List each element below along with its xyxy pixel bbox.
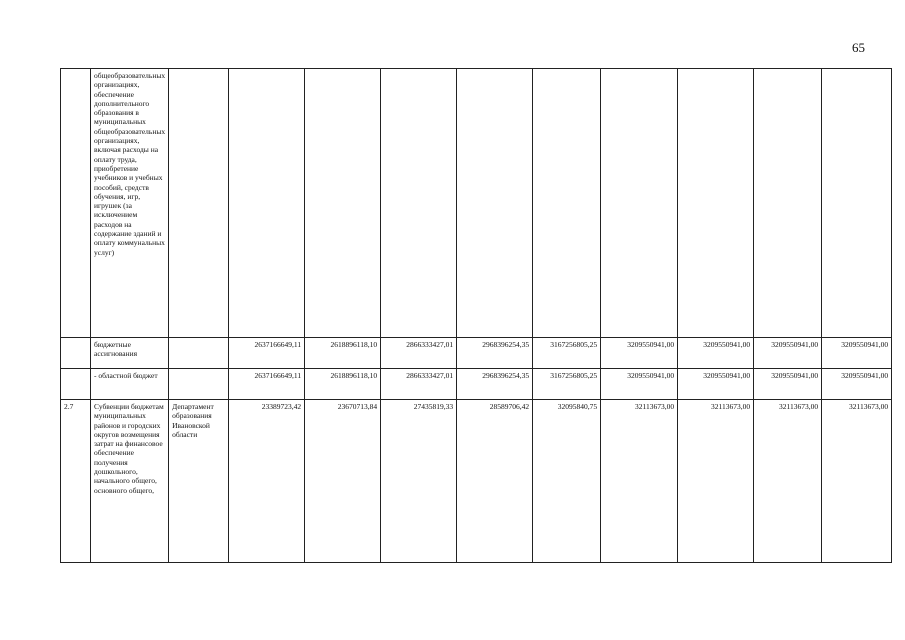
value-cell: 2866333427,01 <box>381 338 457 369</box>
page-number: 65 <box>852 40 865 55</box>
value-cell: 2637166649,11 <box>229 338 305 369</box>
value-cell: 3167256805,25 <box>533 369 601 400</box>
row-number-cell <box>61 369 91 400</box>
value-cell <box>678 69 754 338</box>
value-cell <box>229 69 305 338</box>
value-cell: 32113673,00 <box>754 400 822 563</box>
value-cell: 2968396254,35 <box>457 369 533 400</box>
table-row <box>61 338 892 369</box>
value-cell: 32095840,75 <box>533 400 601 563</box>
executor-cell: Департамент образования Ивановской области <box>169 400 229 563</box>
value-cell <box>381 69 457 338</box>
row-number-cell: 2.7 <box>61 400 91 563</box>
value-cell: 3209550941,00 <box>678 338 754 369</box>
executor-cell <box>169 338 229 369</box>
value-cell: 32113673,00 <box>678 400 754 563</box>
value-cell: 27435819,33 <box>381 400 457 563</box>
value-cell: 2637166649,11 <box>229 369 305 400</box>
value-cell <box>305 69 381 338</box>
executor-cell <box>169 369 229 400</box>
value-cell: 32113673,00 <box>601 400 678 563</box>
value-cell: 3209550941,00 <box>601 369 678 400</box>
value-cell <box>533 69 601 338</box>
value-cell: 2866333427,01 <box>381 369 457 400</box>
description-cell: общеобразовательных организациях, обеспечение дополнительного образования в муниципальных общеобразовательных организациях, включая расходы на оплату труда, приобретение учебников и учебных пособий, средств обучения, игр, игрушек (за исключением расходов на содержание зданий и оплату коммунальных услуг) <box>91 69 169 338</box>
value-cell: 23670713,84 <box>305 400 381 563</box>
value-cell: 3209550941,00 <box>754 338 822 369</box>
value-cell: 3209550941,00 <box>601 338 678 369</box>
value-cell: 3209550941,00 <box>822 338 892 369</box>
value-cell: 2618896118,10 <box>305 338 381 369</box>
value-cell <box>601 69 678 338</box>
value-cell: 32113673,00 <box>822 400 892 563</box>
table-row <box>61 369 892 400</box>
executor-cell <box>169 69 229 338</box>
value-cell <box>822 69 892 338</box>
row-number-cell <box>61 338 91 369</box>
value-cell <box>754 69 822 338</box>
description-cell: - областной бюджет <box>91 369 169 400</box>
table-row <box>61 400 892 563</box>
value-cell: 3209550941,00 <box>822 369 892 400</box>
description-cell: бюджетные ассигнования <box>91 338 169 369</box>
row-number-cell <box>61 69 91 338</box>
value-cell <box>457 69 533 338</box>
value-cell: 28589706,42 <box>457 400 533 563</box>
budget-table <box>60 68 892 563</box>
value-cell: 3167256805,25 <box>533 338 601 369</box>
value-cell: 3209550941,00 <box>678 369 754 400</box>
value-cell: 2618896118,10 <box>305 369 381 400</box>
table-row <box>61 69 892 338</box>
description-cell: Субвенции бюджетам муниципальных районов и городских округов возмещения затрат на финансовое обеспечение получения дошкольного, начального общего, основного общего, <box>91 400 169 563</box>
value-cell: 3209550941,00 <box>754 369 822 400</box>
value-cell: 23389723,42 <box>229 400 305 563</box>
value-cell: 2968396254,35 <box>457 338 533 369</box>
